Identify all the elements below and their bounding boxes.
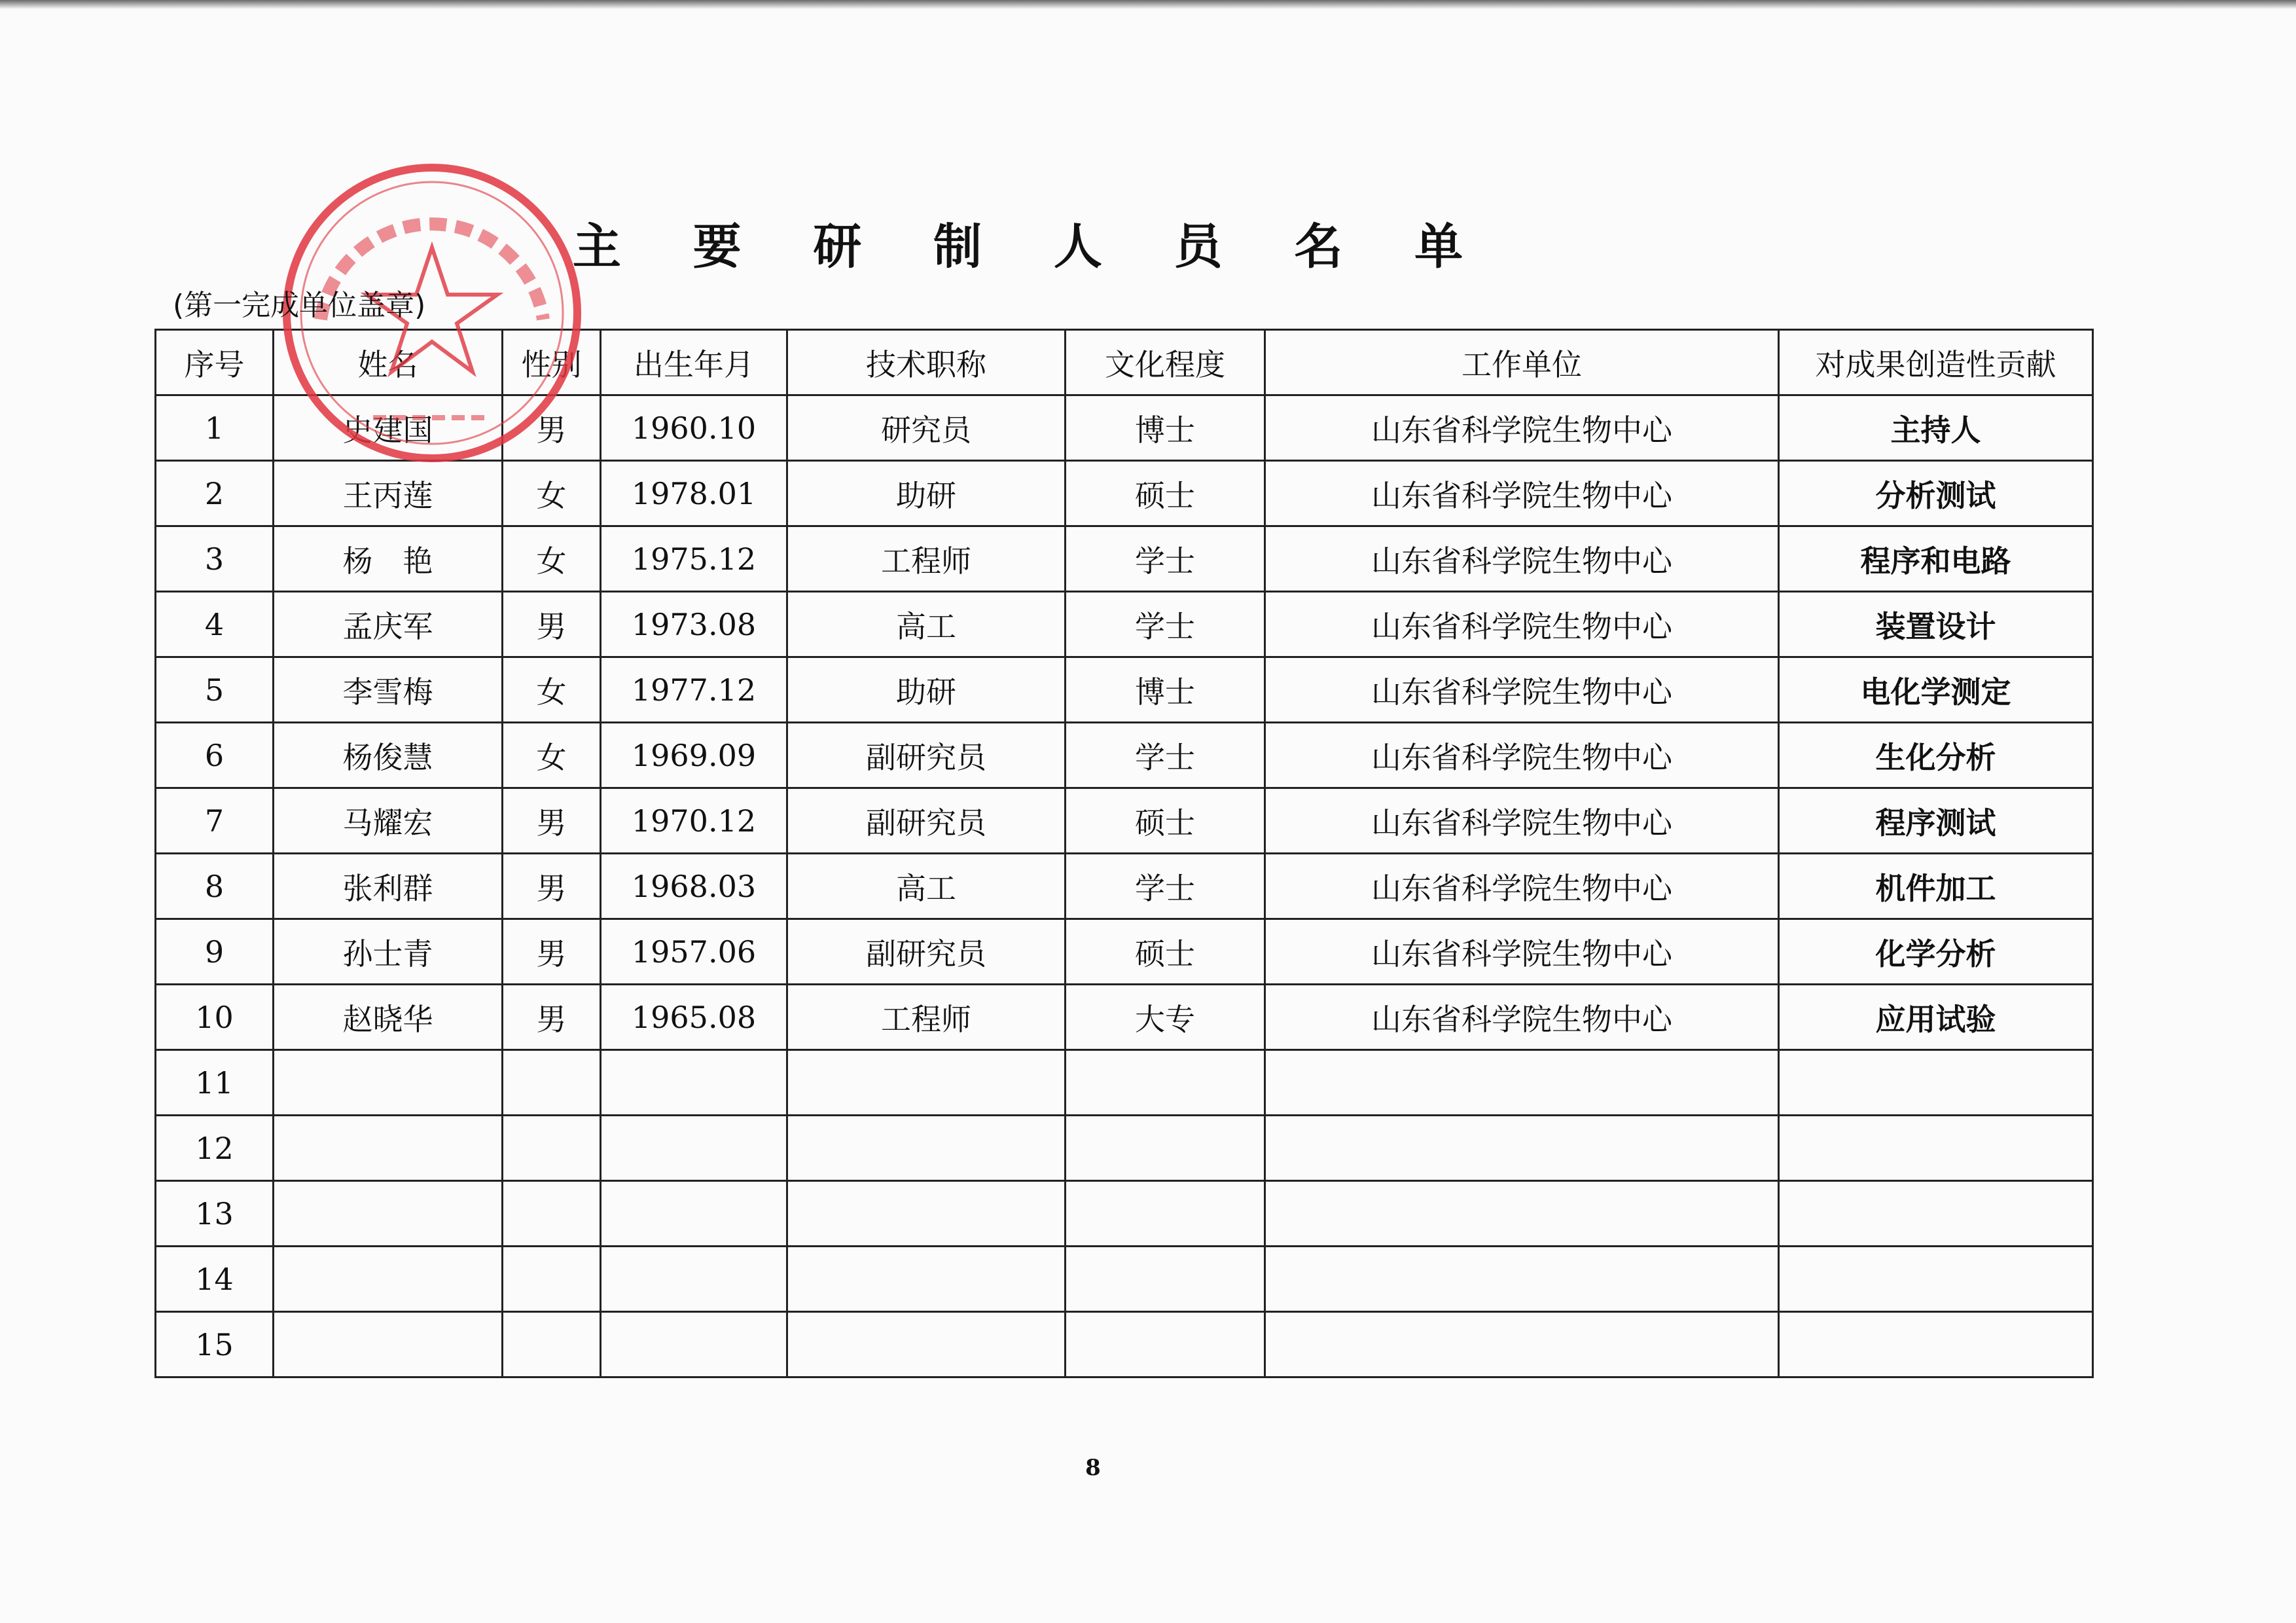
cell-name: 孟庆军 [274, 592, 503, 657]
cell-education: 学士 [1066, 526, 1265, 592]
cell-index: 7 [156, 788, 274, 854]
cell-title: 助研 [787, 657, 1066, 723]
scan-edge-shadow [0, 0, 2296, 9]
cell-name: 王丙莲 [274, 461, 503, 526]
cell-index: 12 [156, 1116, 274, 1181]
cell-index: 13 [156, 1181, 274, 1247]
cell-education: 硕士 [1066, 788, 1265, 854]
cell-contribution: 分析测试 [1779, 461, 2093, 526]
cell-birth-date: 1975.12 [601, 526, 787, 592]
cell-name [274, 1312, 503, 1377]
header-index: 序号 [156, 330, 274, 395]
cell-title [787, 1312, 1066, 1377]
cell-birth-date [601, 1181, 787, 1247]
cell-index: 2 [156, 461, 274, 526]
cell-education [1066, 1247, 1265, 1312]
cell-work-unit: 山东省科学院生物中心 [1265, 723, 1779, 788]
cell-education: 学士 [1066, 592, 1265, 657]
cell-work-unit: 山东省科学院生物中心 [1265, 657, 1779, 723]
table-row [156, 788, 2093, 854]
personnel-table [154, 329, 2094, 1378]
cell-birth-date [601, 1312, 787, 1377]
table-row [156, 723, 2093, 788]
header-gender: 性别 [503, 330, 601, 395]
cell-name: 杨俊慧 [274, 723, 503, 788]
cell-contribution: 主持人 [1779, 395, 2093, 461]
cell-gender: 女 [503, 526, 601, 592]
cell-gender: 女 [503, 461, 601, 526]
cell-index: 11 [156, 1050, 274, 1116]
cell-gender [503, 1247, 601, 1312]
cell-contribution: 化学分析 [1779, 919, 2093, 985]
table-row [156, 985, 2093, 1050]
cell-index: 14 [156, 1247, 274, 1312]
cell-contribution: 装置设计 [1779, 592, 2093, 657]
cell-gender: 男 [503, 985, 601, 1050]
cell-name [274, 1247, 503, 1312]
cell-index: 15 [156, 1312, 274, 1377]
cell-work-unit: 山东省科学院生物中心 [1265, 592, 1779, 657]
cell-index: 8 [156, 854, 274, 919]
cell-index: 5 [156, 657, 274, 723]
cell-title: 工程师 [787, 985, 1066, 1050]
header-name: 姓名 [274, 330, 503, 395]
cell-birth-date: 1969.09 [601, 723, 787, 788]
cell-education: 硕士 [1066, 919, 1265, 985]
cell-title [787, 1050, 1066, 1116]
table-row [156, 526, 2093, 592]
page-title: 主 要 研 制 人 员 名 单 [572, 219, 1491, 275]
cell-contribution [1779, 1312, 2093, 1377]
table-row [156, 657, 2093, 723]
cell-education: 学士 [1066, 723, 1265, 788]
cell-index: 6 [156, 723, 274, 788]
cell-title: 副研究员 [787, 723, 1066, 788]
table-row [156, 592, 2093, 657]
table-row [156, 461, 2093, 526]
cell-name: 李雪梅 [274, 657, 503, 723]
cell-work-unit [1265, 1312, 1779, 1377]
cell-contribution: 生化分析 [1779, 723, 2093, 788]
cell-title: 副研究员 [787, 919, 1066, 985]
cell-education: 博士 [1066, 395, 1265, 461]
cell-title: 高工 [787, 854, 1066, 919]
cell-contribution [1779, 1050, 2093, 1116]
table-row [156, 395, 2093, 461]
cell-birth-date: 1977.12 [601, 657, 787, 723]
cell-name [274, 1050, 503, 1116]
cell-work-unit: 山东省科学院生物中心 [1265, 461, 1779, 526]
cell-gender [503, 1181, 601, 1247]
cell-work-unit: 山东省科学院生物中心 [1265, 526, 1779, 592]
cell-contribution: 电化学测定 [1779, 657, 2093, 723]
cell-title: 研究员 [787, 395, 1066, 461]
cell-birth-date: 1973.08 [601, 592, 787, 657]
cell-index: 4 [156, 592, 274, 657]
cell-birth-date: 1968.03 [601, 854, 787, 919]
cell-work-unit: 山东省科学院生物中心 [1265, 919, 1779, 985]
seal-instruction-note: (第一完成单位盖章) [173, 289, 426, 322]
table-row [156, 1247, 2093, 1312]
cell-title [787, 1181, 1066, 1247]
table-row [156, 1116, 2093, 1181]
cell-gender: 男 [503, 592, 601, 657]
cell-birth-date: 1970.12 [601, 788, 787, 854]
cell-contribution: 机件加工 [1779, 854, 2093, 919]
table-row [156, 1312, 2093, 1377]
cell-name: 史建国 [274, 395, 503, 461]
cell-gender [503, 1116, 601, 1181]
cell-work-unit [1265, 1050, 1779, 1116]
cell-name: 杨 艳 [274, 526, 503, 592]
cell-birth-date [601, 1116, 787, 1181]
cell-name: 马耀宏 [274, 788, 503, 854]
cell-birth-date: 1957.06 [601, 919, 787, 985]
cell-contribution [1779, 1181, 2093, 1247]
table-row [156, 1050, 2093, 1116]
cell-gender: 男 [503, 854, 601, 919]
cell-gender: 男 [503, 788, 601, 854]
cell-work-unit: 山东省科学院生物中心 [1265, 854, 1779, 919]
cell-gender [503, 1312, 601, 1377]
cell-index: 9 [156, 919, 274, 985]
cell-gender: 女 [503, 723, 601, 788]
header-education: 文化程度 [1066, 330, 1265, 395]
cell-education: 学士 [1066, 854, 1265, 919]
cell-work-unit [1265, 1247, 1779, 1312]
cell-name [274, 1181, 503, 1247]
cell-name: 孙士青 [274, 919, 503, 985]
cell-title: 副研究员 [787, 788, 1066, 854]
cell-work-unit: 山东省科学院生物中心 [1265, 395, 1779, 461]
header-work-unit: 工作单位 [1265, 330, 1779, 395]
cell-name: 张利群 [274, 854, 503, 919]
cell-index: 3 [156, 526, 274, 592]
header-contribution: 对成果创造性贡献 [1779, 330, 2093, 395]
cell-education [1066, 1181, 1265, 1247]
header-title: 技术职称 [787, 330, 1066, 395]
table-header-row [156, 330, 2093, 395]
cell-contribution [1779, 1247, 2093, 1312]
cell-contribution [1779, 1116, 2093, 1181]
cell-contribution: 程序和电路 [1779, 526, 2093, 592]
table-row [156, 919, 2093, 985]
cell-title [787, 1116, 1066, 1181]
cell-index: 10 [156, 985, 274, 1050]
cell-title: 助研 [787, 461, 1066, 526]
cell-gender: 女 [503, 657, 601, 723]
cell-gender: 男 [503, 919, 601, 985]
header-birth-date: 出生年月 [601, 330, 787, 395]
page-number: 8 [1085, 1455, 1101, 1481]
cell-education [1066, 1050, 1265, 1116]
cell-gender [503, 1050, 601, 1116]
table-body [156, 395, 2093, 1377]
cell-contribution: 应用试验 [1779, 985, 2093, 1050]
cell-education [1066, 1116, 1265, 1181]
cell-education: 大专 [1066, 985, 1265, 1050]
cell-birth-date: 1960.10 [601, 395, 787, 461]
cell-work-unit: 山东省科学院生物中心 [1265, 788, 1779, 854]
cell-title: 高工 [787, 592, 1066, 657]
cell-work-unit: 山东省科学院生物中心 [1265, 985, 1779, 1050]
cell-work-unit [1265, 1116, 1779, 1181]
cell-work-unit [1265, 1181, 1779, 1247]
cell-title: 工程师 [787, 526, 1066, 592]
cell-name: 赵晓华 [274, 985, 503, 1050]
table-row [156, 1181, 2093, 1247]
cell-birth-date: 1965.08 [601, 985, 787, 1050]
cell-title [787, 1247, 1066, 1312]
cell-education: 硕士 [1066, 461, 1265, 526]
cell-index: 1 [156, 395, 274, 461]
cell-birth-date: 1978.01 [601, 461, 787, 526]
cell-education [1066, 1312, 1265, 1377]
cell-birth-date [601, 1247, 787, 1312]
cell-education: 博士 [1066, 657, 1265, 723]
cell-name [274, 1116, 503, 1181]
table-row [156, 854, 2093, 919]
cell-gender: 男 [503, 395, 601, 461]
cell-birth-date [601, 1050, 787, 1116]
cell-contribution: 程序测试 [1779, 788, 2093, 854]
